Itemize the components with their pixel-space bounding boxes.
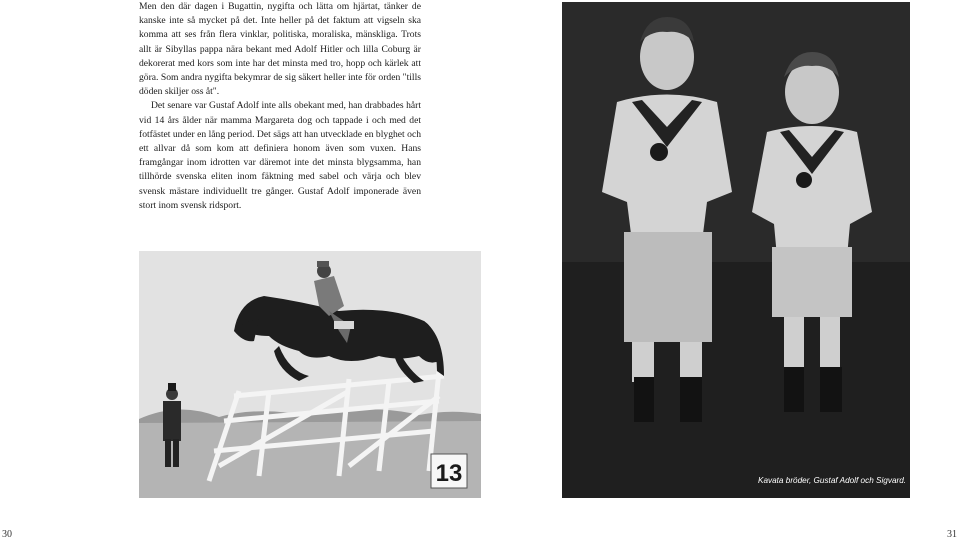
page-number-left: 30 bbox=[2, 529, 12, 540]
paragraph-2: Det senare var Gustaf Adolf inte alls obekant med, han drabbades hårt vid 14 års ålder när mamma Margareta dog och tappade i och med det fotfästet under en lång period. Det sägs att han utvecklade en blyghet och ett allvar då som kom att definiera honom även som vuxen. Hans framgångar inom idrotten var däremot inte det minsta blygsamma, han tillhörde svenska eliten inom fäktning med sabel och värja och blev svensk mästare individuellt tre gånger. Gustaf Adolf imponerade även stort inom svensk ridsport. bbox=[139, 100, 421, 211]
body-text bbox=[139, 0, 421, 213]
photo-caption: Kavata bröder, Gustaf Adolf och Sigvard. bbox=[758, 476, 907, 485]
two-boys-illustration bbox=[562, 2, 910, 498]
hurdle-number: 13 bbox=[435, 460, 463, 487]
page-number-right: 31 bbox=[947, 529, 957, 540]
two-boys-photo bbox=[562, 2, 910, 498]
show-jumping-illustration bbox=[139, 251, 481, 498]
show-jumping-photo bbox=[139, 251, 481, 498]
paragraph-1: Men den där dagen i Bugattin, nygifta och lätta om hjärtat, tänker de kanske inte så mycket på det. Inte heller på det faktum att vigseln ska komma att ses från flera vinklar, politiska, moraliska, mänskliga. Trots allt är Sibyllas pappa nära bekant med Adolf Hitler och lilla Coburg är dekorerat med kors som inte har det minsta med tro, hopp och kärlek att göra. Som andra nygifta bekymrar de sig säkert heller inte för orden "tills döden skiljer oss åt". bbox=[139, 1, 421, 98]
